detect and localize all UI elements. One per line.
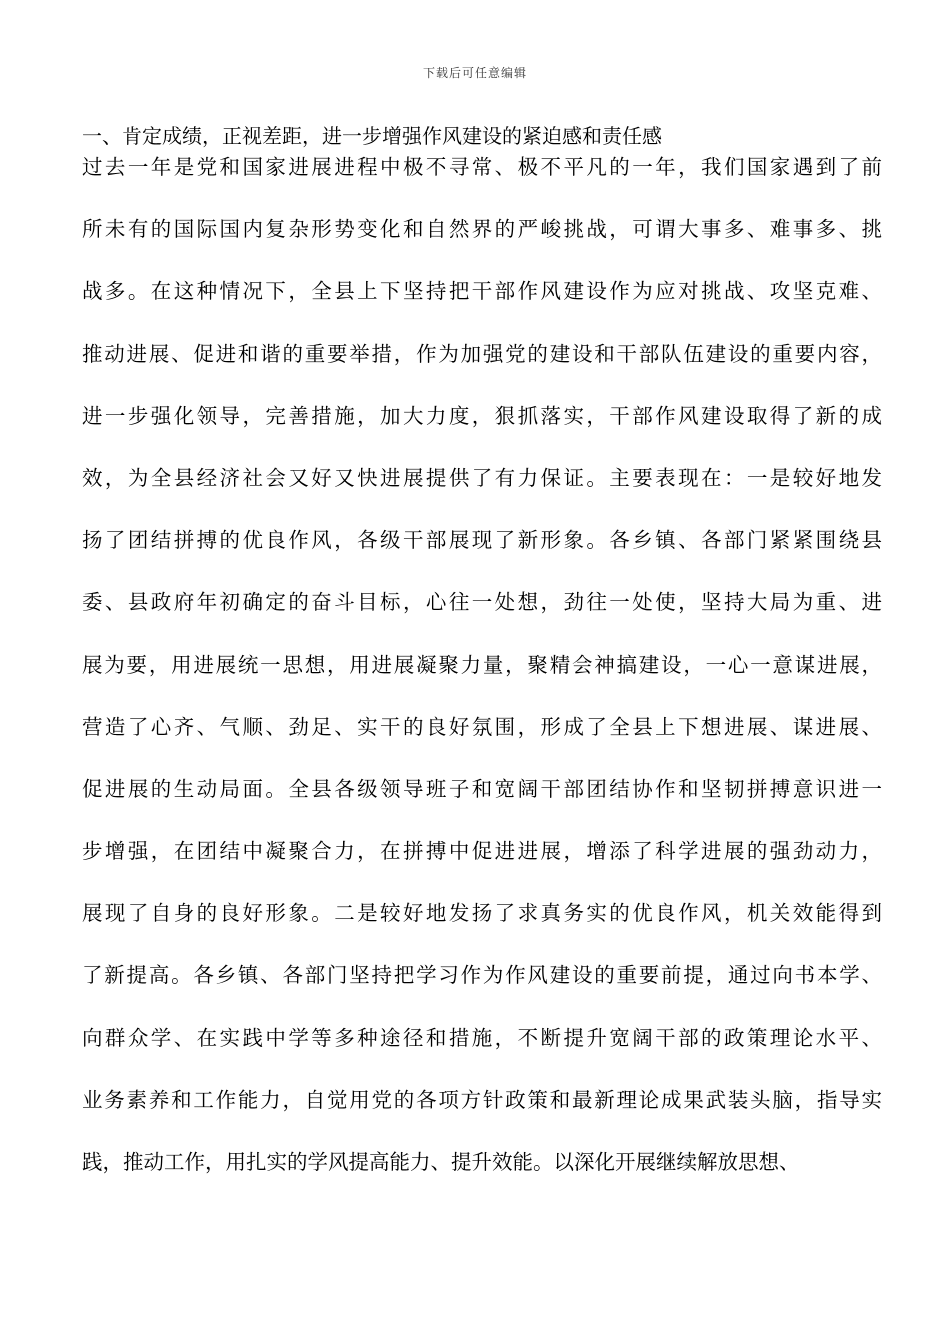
paragraph-line: 委、县政府年初确定的奋斗目标，心往一处想，劲往一处使，坚持大局为重、进 [82,590,882,615]
paragraph-line: 步增强，在团结中凝聚合力，在拼搏中促进进展，增添了科学进展的强劲动力， [82,839,882,864]
paragraph-line: 了新提高。各乡镇、各部门坚持把学习作为作风建设的重要前提，通过向书本学、 [82,963,882,988]
section-heading: 一、肯定成绩，正视差距，进一步增强作风建设的紧迫感和责任感 [82,124,662,148]
header-note: 下载后可任意编辑 [422,66,527,80]
body-paragraph [82,151,882,1208]
paragraph-line: 向群众学、在实践中学等多种途径和措施，不断提升宽阔干部的政策理论水平、 [82,1025,882,1050]
paragraph-line: 促进展的生动局面。全县各级领导班子和宽阔干部团结协作和坚韧拼搏意识进一 [82,776,882,801]
paragraph-line: 业务素养和工作能力，自觉用党的各项方针政策和最新理论成果武装头脑，指导实 [82,1087,882,1112]
paragraph-line: 践，推动工作，用扎实的学风提高能力、提升效能。以深化开展继续解放思想、 [82,1150,800,1174]
paragraph-line: 推动进展、促进和谐的重要举措，作为加强党的建设和干部队伍建设的重要内容， [82,341,882,366]
paragraph-line: 战多。在这种情况下，全县上下坚持把干部作风建设作为应对挑战、攻坚克难、 [82,279,882,304]
paragraph-line: 效，为全县经济社会又好又快进展提供了有力保证。主要表现在：一是较好地发 [82,465,882,490]
paragraph-line: 所未有的国际国内复杂形势变化和自然界的严峻挑战，可谓大事多、难事多、挑 [82,217,882,242]
paragraph-line: 营造了心齐、气顺、劲足、实干的良好氛围，形成了全县上下想进展、谋进展、 [82,714,882,739]
paragraph-line: 扬了团结拼搏的优良作风，各级干部展现了新形象。各乡镇、各部门紧紧围绕县 [82,528,882,553]
paragraph-line: 展为要，用进展统一思想，用进展凝聚力量，聚精会神搞建设，一心一意谋进展， [82,652,882,677]
paragraph-line: 过去一年是党和国家进展进程中极不寻常、极不平凡的一年，我们国家遇到了前 [82,155,882,179]
paragraph-line: 进一步强化领导，完善措施，加大力度，狠抓落实，干部作风建设取得了新的成 [82,403,882,428]
paragraph-line: 展现了自身的良好形象。二是较好地发扬了求真务实的优良作风，机关效能得到 [82,901,882,926]
